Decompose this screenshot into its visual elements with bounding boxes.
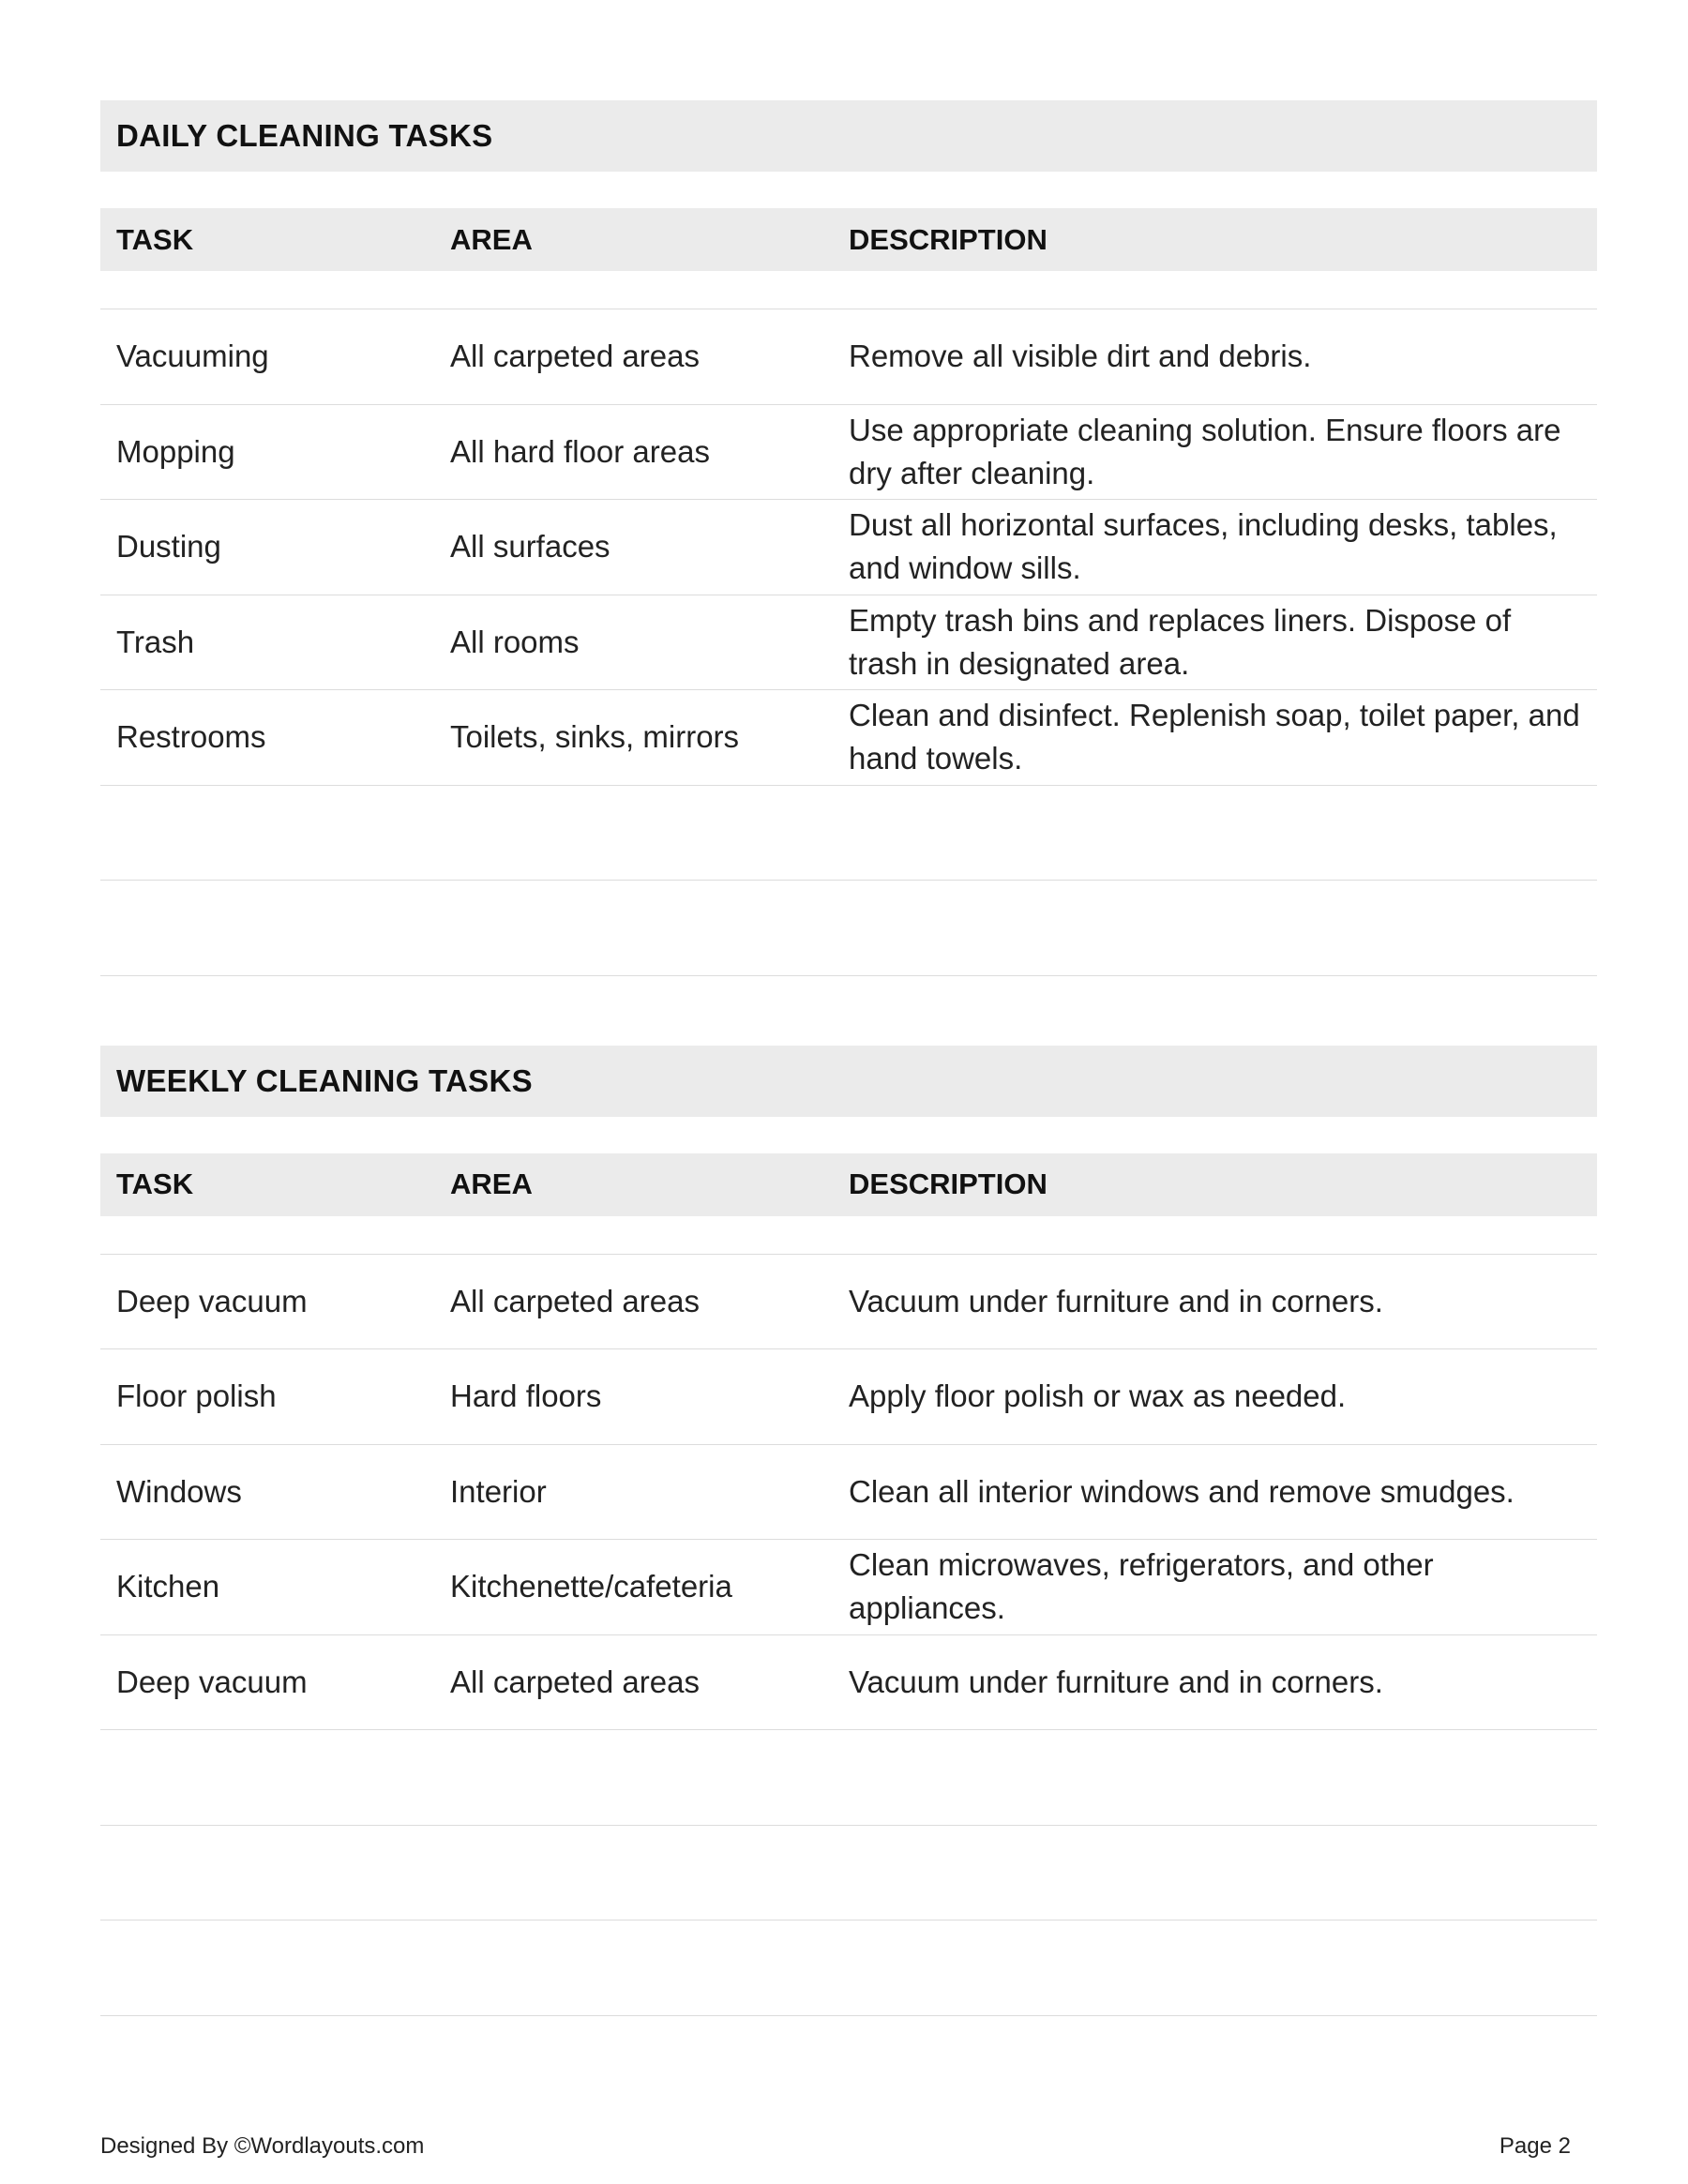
empty-table-row <box>100 1730 1597 1826</box>
task-cell: Deep vacuum <box>116 1664 308 1699</box>
daily-table-header <box>100 208 1597 271</box>
header-task: TASK <box>116 1167 194 1200</box>
empty-table-row <box>100 786 1597 881</box>
area-cell: All hard floor areas <box>450 433 710 469</box>
weekly-tasks-table <box>100 1153 1597 2016</box>
area-cell: All rooms <box>450 624 580 659</box>
description-cell: Vacuum under furniture and in corners. <box>849 1664 1383 1699</box>
daily-section-title: DAILY CLEANING TASKS <box>100 100 1597 172</box>
task-cell: Deep vacuum <box>116 1283 308 1318</box>
description-cell: Clean and disinfect. Replenish soap, toilet paper, and hand towels. <box>849 698 1580 776</box>
task-cell: Kitchen <box>116 1569 220 1604</box>
page-footer <box>100 2133 1571 2160</box>
header-task: TASK <box>116 222 194 256</box>
empty-table-row <box>100 1920 1597 2016</box>
area-cell: Hard floors <box>450 1378 602 1414</box>
table-spacer-row <box>100 271 1597 309</box>
area-cell: All carpeted areas <box>450 1283 700 1318</box>
document-page <box>100 100 1597 2016</box>
table-row <box>100 690 1597 786</box>
area-cell: Kitchenette/cafeteria <box>450 1569 732 1604</box>
table-row <box>100 1445 1597 1541</box>
description-cell: Vacuum under furniture and in corners. <box>849 1283 1383 1318</box>
table-row <box>100 1635 1597 1731</box>
header-description: DESCRIPTION <box>849 222 1047 256</box>
area-cell: All carpeted areas <box>450 1664 700 1699</box>
description-cell: Empty trash bins and replaces liners. Dispose of trash in designated area. <box>849 602 1512 681</box>
table-row <box>100 1349 1597 1445</box>
empty-table-row <box>100 1826 1597 1921</box>
header-area: AREA <box>450 1167 533 1200</box>
header-area: AREA <box>450 222 533 256</box>
task-cell: Restrooms <box>116 719 266 755</box>
area-cell: Toilets, sinks, mirrors <box>450 719 740 755</box>
table-row <box>100 309 1597 405</box>
description-cell: Dust all horizontal surfaces, including desks, tables, and window sills. <box>849 507 1558 586</box>
description-cell: Apply floor polish or wax as needed. <box>849 1378 1347 1414</box>
table-row <box>100 595 1597 691</box>
task-cell: Floor polish <box>116 1378 277 1414</box>
footer-credit: Designed By ©Wordlayouts.com <box>100 2133 425 2159</box>
description-cell: Clean all interior windows and remove smudges. <box>849 1473 1515 1509</box>
task-cell: Vacuuming <box>116 339 269 374</box>
weekly-section-title: WEEKLY CLEANING TASKS <box>100 1046 1597 1117</box>
description-cell: Clean microwaves, refrigerators, and other appliances. <box>849 1547 1434 1626</box>
table-row <box>100 1255 1597 1350</box>
task-cell: Windows <box>116 1473 242 1509</box>
description-cell: Use appropriate cleaning solution. Ensure floors are dry after cleaning. <box>849 412 1561 490</box>
weekly-table-header <box>100 1153 1597 1216</box>
area-cell: All carpeted areas <box>450 339 700 374</box>
header-description: DESCRIPTION <box>849 1167 1047 1200</box>
table-spacer-row <box>100 1216 1597 1255</box>
section-gap <box>100 976 1597 1046</box>
table-row <box>100 405 1597 501</box>
daily-tasks-table <box>100 208 1597 976</box>
empty-table-row <box>100 881 1597 976</box>
task-cell: Trash <box>116 624 195 659</box>
description-cell: Remove all visible dirt and debris. <box>849 339 1312 374</box>
table-row <box>100 500 1597 595</box>
table-row <box>100 1540 1597 1635</box>
area-cell: All surfaces <box>450 529 610 565</box>
task-cell: Dusting <box>116 529 221 565</box>
task-cell: Mopping <box>116 433 235 469</box>
area-cell: Interior <box>450 1473 547 1509</box>
page-number: Page 2 <box>1499 2133 1571 2159</box>
